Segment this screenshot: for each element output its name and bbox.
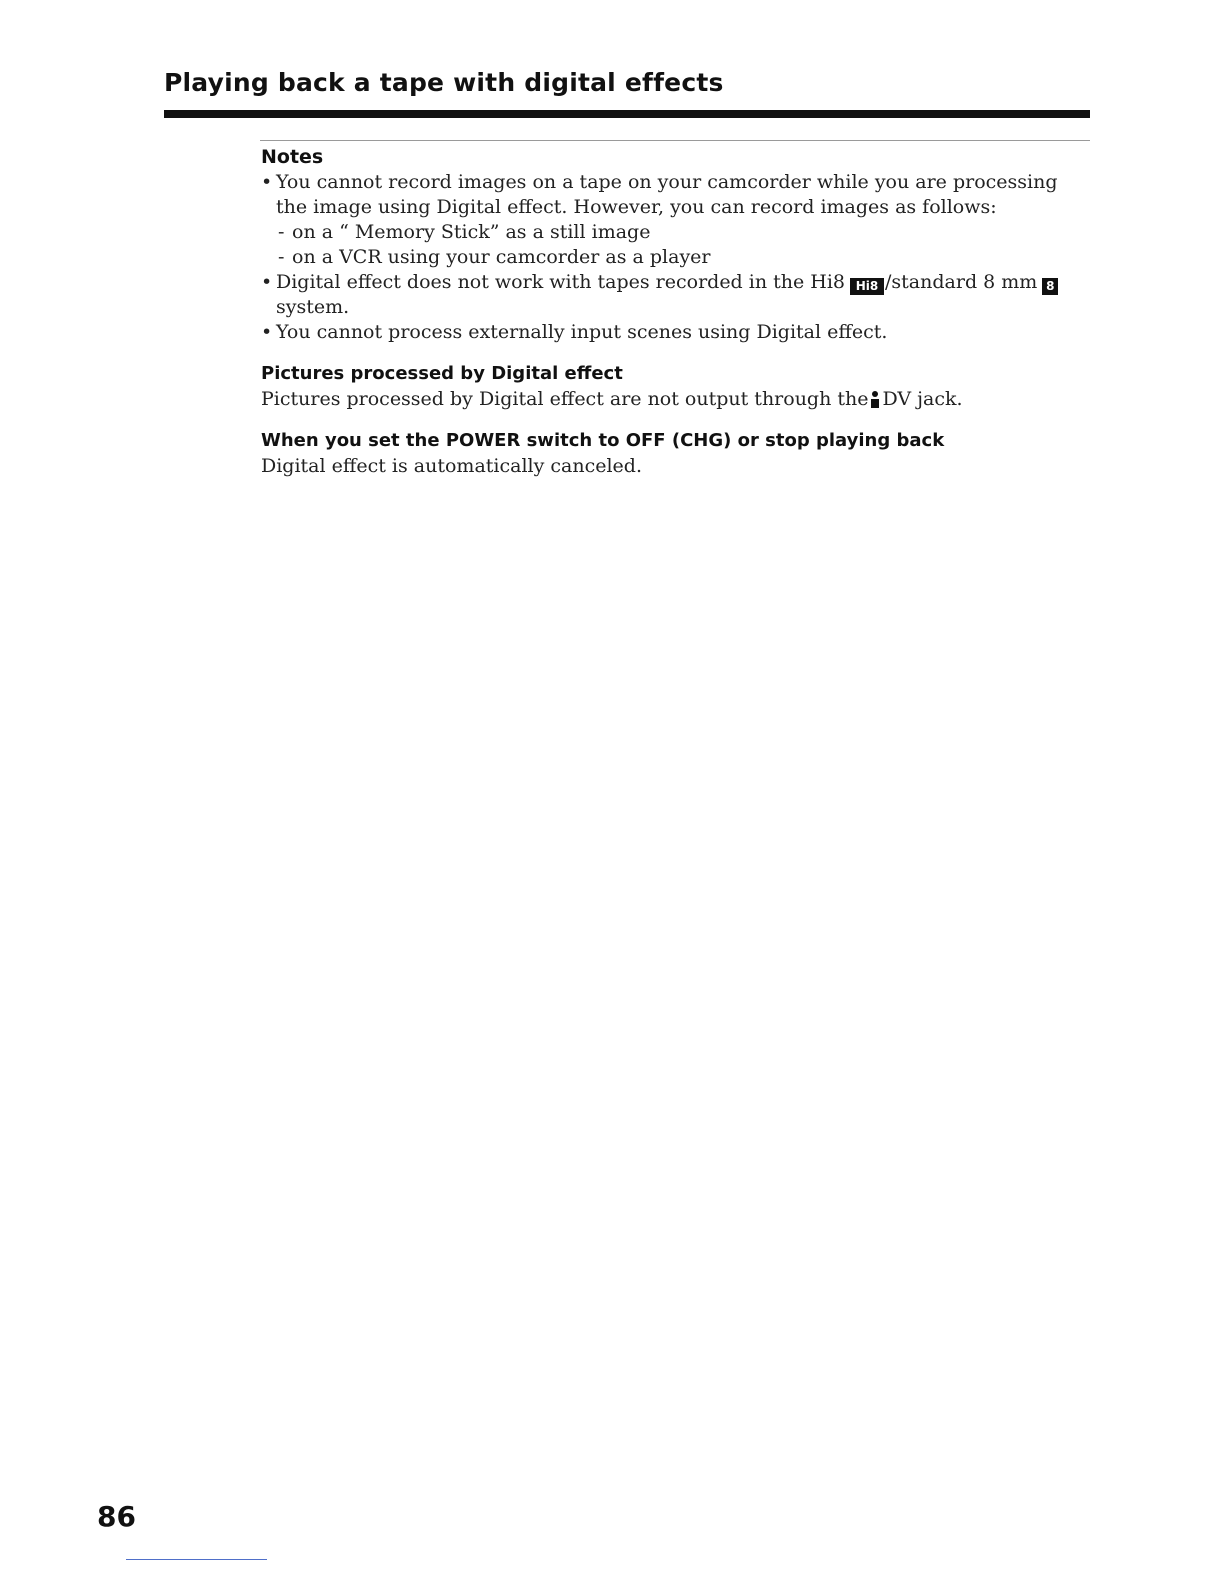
dv-interface-icon: [871, 390, 879, 408]
note-text: You cannot process externally input scenes using Digital effect.: [276, 321, 888, 343]
sub-item-text: on a VCR using your camcorder as a player: [292, 246, 711, 268]
note-item-external-input: [261, 320, 1091, 345]
note-text-before: Digital effect does not work with tapes recorded in the Hi8: [276, 271, 846, 293]
content-area: [261, 144, 1091, 479]
section-text: Digital effect is automatically canceled.: [261, 455, 643, 477]
note-item-hi8: [261, 270, 1091, 320]
bullet-icon: •: [261, 171, 273, 193]
section-power-switch: [261, 428, 1091, 479]
video8-logo-icon: 8: [1042, 278, 1058, 295]
section-heading: Pictures processed by Digital effect: [261, 363, 623, 384]
bullet-icon: •: [261, 321, 273, 343]
section-divider: [260, 140, 1090, 141]
dash-marker: -: [278, 221, 285, 243]
sub-item-memory-stick: [276, 220, 1091, 245]
sub-item-text: on a “ Memory Stick” as a still image: [292, 221, 651, 243]
note-text-middle: /standard 8 mm: [885, 271, 1038, 293]
note-item-recording: [261, 170, 1091, 270]
notes-heading: Notes: [261, 146, 324, 168]
note-text: You cannot record images on a tape on your camcorder while you are processing the image using Digital effect. However, you can record images as follows:: [276, 171, 1058, 218]
title-rule: [164, 110, 1090, 118]
bullet-icon: •: [261, 271, 273, 293]
page-number: 86: [97, 1500, 136, 1533]
section-text-after: DV jack.: [882, 388, 963, 410]
dash-marker: -: [278, 246, 285, 268]
footer-line: [126, 1559, 267, 1560]
page-title: Playing back a tape with digital effects: [164, 68, 724, 97]
section-heading: When you set the POWER switch to OFF (CHG) or stop playing back: [261, 430, 945, 451]
section-text-before: Pictures processed by Digital effect are not output through the: [261, 388, 869, 410]
section-text: [261, 387, 1091, 412]
notes-list: [261, 170, 1091, 345]
sub-item-vcr: [276, 245, 1091, 270]
section-pictures-processed: [261, 361, 1091, 412]
hi8-logo-icon: Hi8: [850, 278, 884, 295]
note-text-after: system.: [276, 296, 350, 318]
